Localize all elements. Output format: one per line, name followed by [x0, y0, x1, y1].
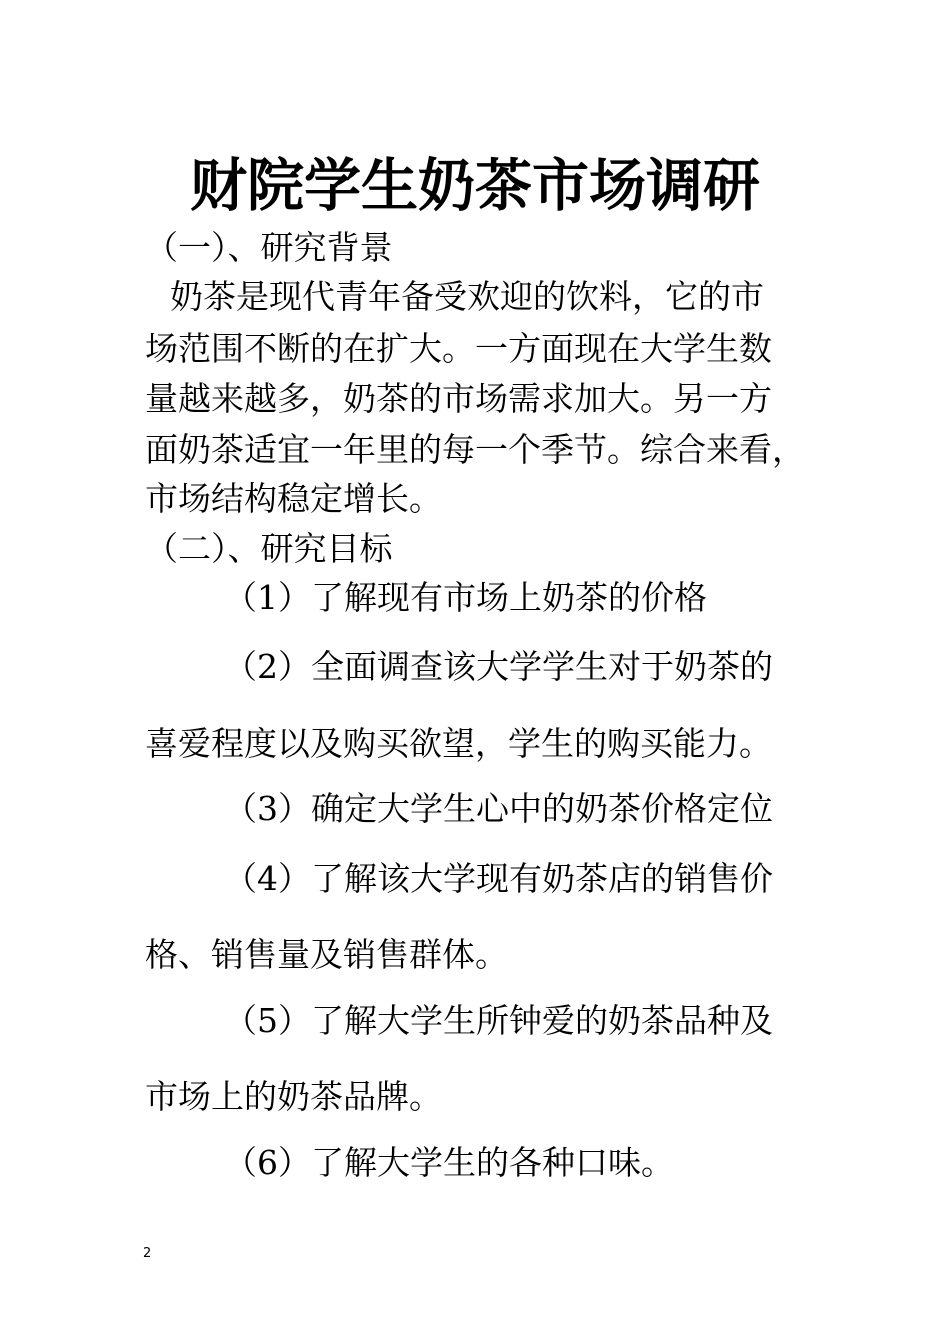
objective-item-3: （3）确定大学生心中的奶茶价格定位	[224, 789, 773, 828]
objective-item-5-continued: 市场上的奶茶品牌。	[145, 1077, 442, 1116]
section-heading-background: （一）、研究背景	[145, 228, 393, 267]
section-heading-objectives: （二）、研究目标	[145, 529, 393, 568]
objective-item-2-continued: 喜爱程度以及购买欲望，学生的购买能力。	[145, 724, 772, 763]
paragraph-line: 场范围不断的在扩大。一方面现在大学生数	[145, 329, 772, 368]
objective-item-5: （5）了解大学生所钟爱的奶茶品种及	[224, 1001, 773, 1040]
paragraph-line: 量越来越多，奶茶的市场需求加大。另一方	[145, 379, 772, 418]
paragraph-line: 面奶茶适宜一年里的每一个季节。综合来看，	[145, 430, 805, 469]
page-number: 2	[143, 1246, 152, 1261]
paragraph-line: 奶茶是现代青年备受欢迎的饮料，它的市	[170, 277, 764, 316]
objective-item-4: （4）了解该大学现有奶茶店的销售价	[224, 859, 773, 898]
objective-item-1: （1）了解现有市场上奶茶的价格	[224, 578, 707, 617]
paragraph-line: 市场结构稳定增长。	[145, 479, 442, 518]
document-title: 财院学生奶茶市场调研	[190, 153, 760, 219]
objective-item-2: （2）全面调查该大学学生对于奶茶的	[224, 647, 773, 686]
objective-item-4-continued: 格、销售量及销售群体。	[145, 935, 508, 974]
objective-item-6: （6）了解大学生的各种口味。	[224, 1143, 674, 1182]
